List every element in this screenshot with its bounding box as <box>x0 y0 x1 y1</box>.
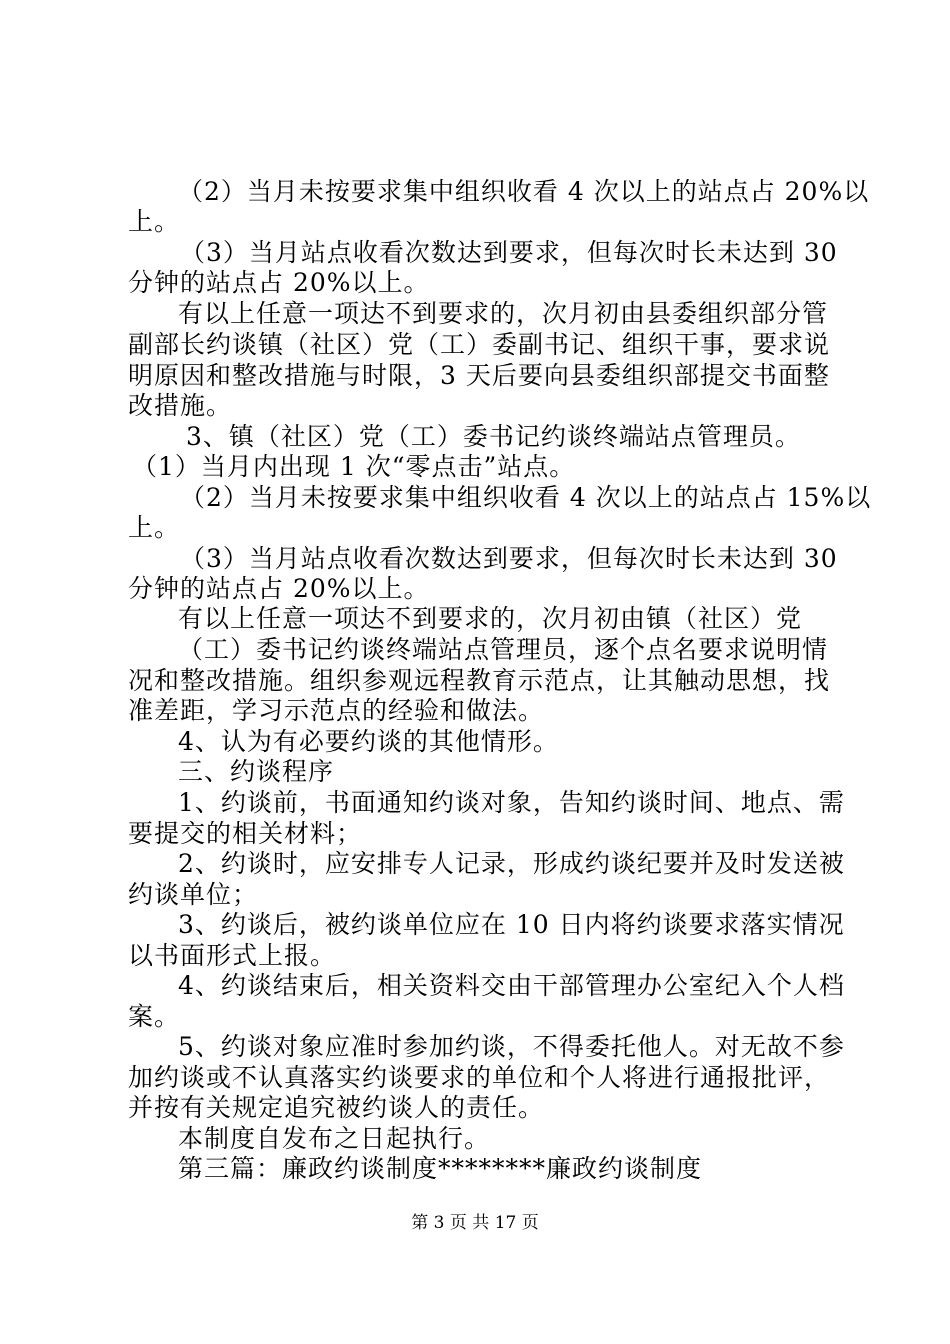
text-line: 况和整改措施。组织参观远程教育示范点，让其触动思想，找 <box>128 666 831 695</box>
text-line: 副部长约谈镇（社区）党（工）委副书记、组织干事，要求说 <box>128 330 831 359</box>
text-line: 要提交的相关材料； <box>128 819 363 848</box>
text-line: 分钟的站点占 20%以上。 <box>128 268 430 297</box>
text-line: 准差距，学习示范点的经验和做法。 <box>128 696 545 725</box>
text-line: 案。 <box>128 1002 181 1031</box>
text-line: 上。 <box>128 207 181 236</box>
text-line: 约谈单位； <box>128 880 259 909</box>
page-number-footer: 第 3 页 共 17 页 <box>411 1213 539 1233</box>
text-line: 5、约谈对象应准时参加约谈，不得委托他人。对无故不参 <box>178 1032 845 1061</box>
text-line: 改措施。 <box>128 391 233 420</box>
text-line: 并按有关规定追究被约谈人的责任。 <box>128 1093 545 1122</box>
text-line: （2）当月未按要求集中组织收看 4 次以上的站点占 20%以 <box>178 177 870 206</box>
text-line: 有以上任意一项达不到要求的，次月初由镇（社区）党 <box>178 604 803 633</box>
text-line: 1、约谈前，书面通知约谈对象，告知约谈时间、地点、需 <box>178 788 845 817</box>
text-line: （1）当月内出现 1 次“零点击”站点。 <box>132 452 576 481</box>
text-line: 分钟的站点占 20%以上。 <box>128 574 430 603</box>
text-line: 以书面形式上报。 <box>128 941 337 970</box>
text-line: （3）当月站点收看次数达到要求，但每次时长未达到 30 <box>180 238 838 267</box>
text-line: 4、约谈结束后，相关资料交由干部管理办公室纪入个人档 <box>178 971 845 1000</box>
text-line: 有以上任意一项达不到要求的，次月初由县委组织部分管 <box>178 299 829 328</box>
text-line: 3、镇（社区）党（工）委书记约谈终端站点管理员。 <box>186 422 801 451</box>
text-line: （工）委书记约谈终端站点管理员，逐个点名要求说明情 <box>178 635 829 664</box>
text-line: 明原因和整改措施与时限，3 天后要向县委组织部提交书面整 <box>128 361 830 390</box>
text-line: 上。 <box>128 513 181 542</box>
text-line: 4、认为有必要约谈的其他情形。 <box>178 727 559 756</box>
text-line: 本制度自发布之日起执行。 <box>178 1124 491 1153</box>
text-line: （2）当月未按要求集中组织收看 4 次以上的站点占 15%以 <box>180 483 872 512</box>
section-heading: 三、约谈程序 <box>178 757 335 786</box>
text-line: 加约谈或不认真落实约谈要求的单位和个人将进行通报批评， <box>128 1063 831 1092</box>
section-heading: 第三篇：廉政约谈制度********廉政约谈制度 <box>178 1154 703 1183</box>
text-line: 3、约谈后，被约谈单位应在 10 日内将约谈要求落实情况 <box>178 910 845 939</box>
text-line: 2、约谈时，应安排专人记录，形成约谈纪要并及时发送被 <box>178 849 845 878</box>
text-line: （3）当月站点收看次数达到要求，但每次时长未达到 30 <box>180 544 838 573</box>
